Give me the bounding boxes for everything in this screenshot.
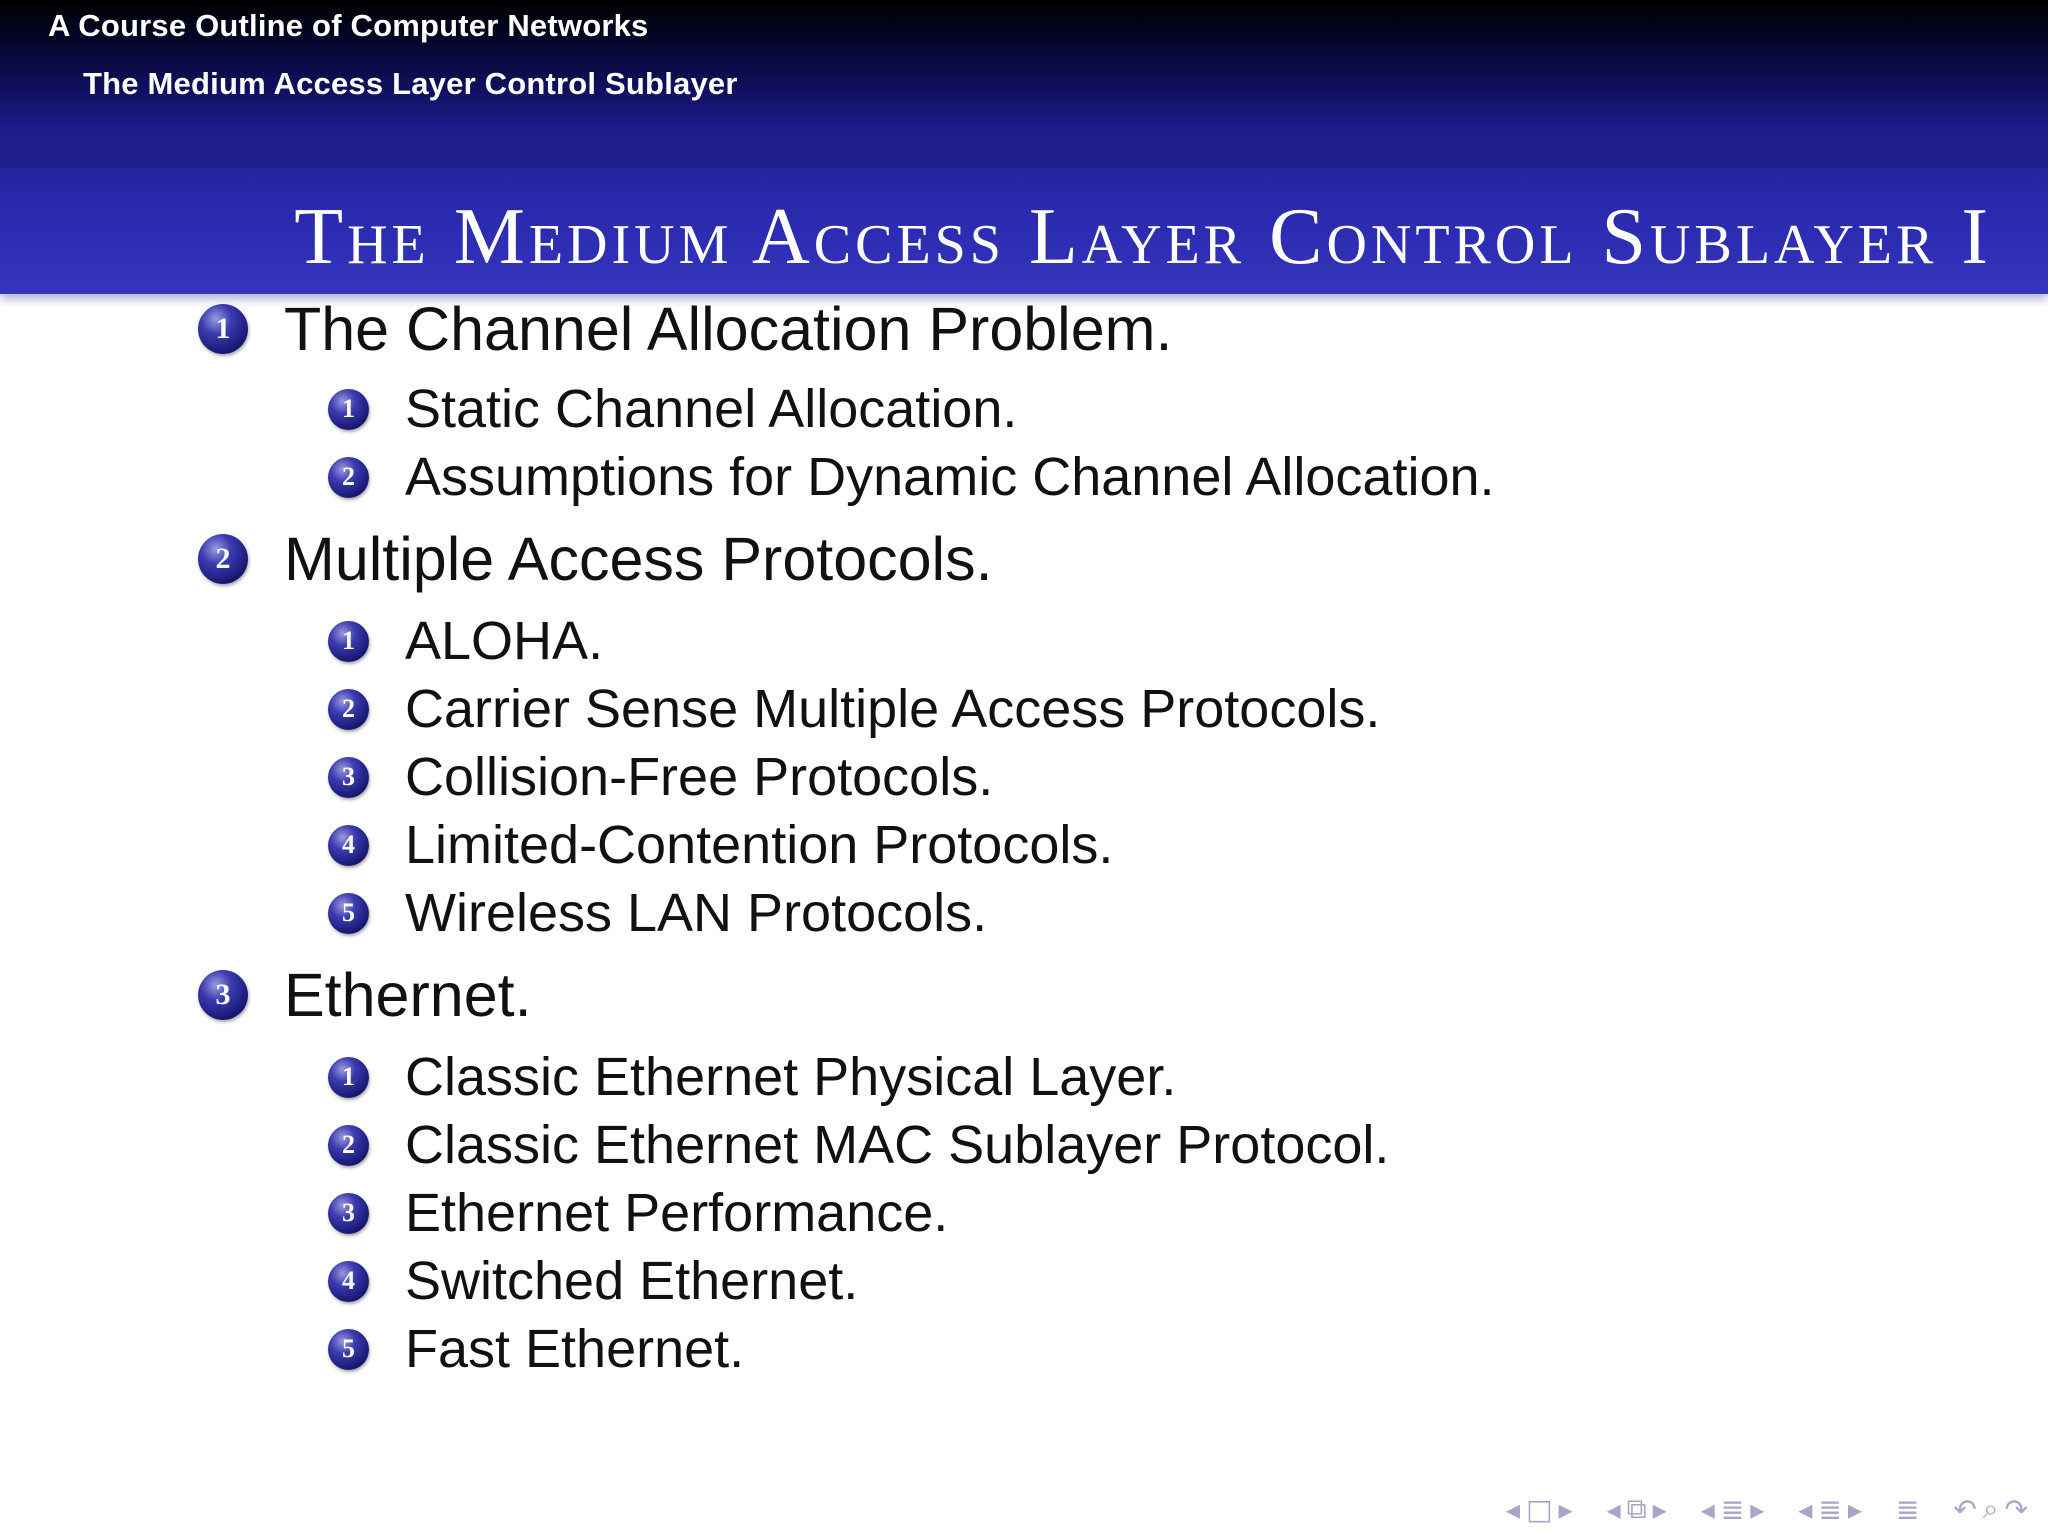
frame-title: The Medium Access Layer Control Sublayer I <box>294 193 1992 281</box>
beamer-navigation-bar <box>1506 1492 2028 1526</box>
numbered-ball-icon: 4 <box>328 1261 369 1302</box>
nav-document-icon[interactable]: ≣ <box>1895 1492 1920 1526</box>
outline-item-label: Ethernet. <box>284 961 532 1029</box>
outline-subitem-label: Assumptions for Dynamic Channel Allocation. <box>405 447 1495 507</box>
nav-prev-slide-icon[interactable]: ◂ <box>1506 1492 1521 1526</box>
frame-title-bar <box>0 168 2048 294</box>
numbered-ball-icon: 5 <box>328 893 369 934</box>
nav-next-slide-icon[interactable]: ▸ <box>1558 1492 1573 1526</box>
nav-frame-stack-icon[interactable]: ⧉ <box>1626 1492 1647 1525</box>
outline-item-label: Multiple Access Protocols. <box>284 525 993 593</box>
outline-subitem <box>328 1246 858 1316</box>
nav-frame-icon[interactable]: □ <box>1526 1492 1553 1526</box>
numbered-ball-icon: 2 <box>198 534 248 584</box>
numbered-ball-icon: 1 <box>328 621 369 662</box>
numbered-ball-icon: 5 <box>328 1329 369 1370</box>
nav-search-icon[interactable]: ⌕ <box>1982 1492 1999 1525</box>
nav-prev-section-icon[interactable]: ◂ <box>1798 1492 1813 1526</box>
nav-forward-icon[interactable]: ↷ <box>2004 1492 2028 1526</box>
outline-subitem <box>328 1110 1389 1180</box>
numbered-ball-icon: 4 <box>328 825 369 866</box>
numbered-ball-icon: 2 <box>328 689 369 730</box>
nav-prev-subsection-icon[interactable]: ◂ <box>1700 1492 1715 1526</box>
nav-subsection-icon[interactable]: ≣ <box>1720 1492 1745 1526</box>
numbered-ball-icon: 2 <box>328 457 369 498</box>
outline-subitem-label: Switched Ethernet. <box>405 1251 859 1311</box>
outline-subitem-label: Classic Ethernet MAC Sublayer Protocol. <box>405 1115 1390 1175</box>
outline-subitem-label: Limited-Contention Protocols. <box>405 815 1114 875</box>
numbered-ball-icon: 3 <box>328 1193 369 1234</box>
numbered-ball-icon: 1 <box>328 1057 369 1098</box>
outline-subitem <box>328 1042 1176 1112</box>
nav-back-icon[interactable]: ↶ <box>1953 1492 1977 1526</box>
header-bar <box>0 0 2048 168</box>
outline-subitem-label: Collision-Free Protocols. <box>405 747 994 807</box>
outline-subitem <box>328 442 1495 512</box>
numbered-ball-icon: 3 <box>328 757 369 798</box>
section-title[interactable]: The Medium Access Layer Control Sublayer <box>83 66 738 101</box>
nav-next-section-icon[interactable]: ▸ <box>1847 1492 1862 1526</box>
outline-subitem <box>328 1314 744 1384</box>
outline-subitem <box>328 742 993 812</box>
nav-section-icon[interactable]: ≣ <box>1818 1492 1842 1526</box>
outline-subitem <box>328 1178 948 1248</box>
slide-content <box>0 294 2048 1494</box>
outline-subitem <box>328 606 603 676</box>
outline-subitem-label: Fast Ethernet. <box>405 1319 745 1379</box>
course-title[interactable]: A Course Outline of Computer Networks <box>48 8 649 43</box>
outline-item-label: The Channel Allocation Problem. <box>284 295 1173 363</box>
outline-subitem <box>328 674 1380 744</box>
outline-subitem-label: Classic Ethernet Physical Layer. <box>405 1047 1177 1107</box>
outline-subitem-label: Wireless LAN Protocols. <box>405 883 988 943</box>
outline-subitem-label: Static Channel Allocation. <box>405 379 1018 439</box>
outline-subitem-label: Ethernet Performance. <box>405 1183 949 1243</box>
outline-subitem-label: Carrier Sense Multiple Access Protocols. <box>405 679 1381 739</box>
outline-subitem-label: ALOHA. <box>405 611 604 671</box>
outline-subitem <box>328 374 1017 444</box>
numbered-ball-icon: 1 <box>328 389 369 430</box>
outline-subitem <box>328 878 987 948</box>
nav-next-subsection-icon[interactable]: ▸ <box>1750 1492 1765 1526</box>
numbered-ball-icon: 2 <box>328 1125 369 1166</box>
nav-prev-frame-icon[interactable]: ◂ <box>1606 1492 1621 1526</box>
outline-item-multiple-access <box>198 524 993 594</box>
numbered-ball-icon: 1 <box>198 304 248 354</box>
outline-item-ethernet <box>198 960 532 1030</box>
numbered-ball-icon: 3 <box>198 970 248 1020</box>
nav-next-frame-icon[interactable]: ▸ <box>1652 1492 1667 1526</box>
outline-item-channel-allocation <box>198 294 1172 364</box>
outline-subitem <box>328 810 1113 880</box>
